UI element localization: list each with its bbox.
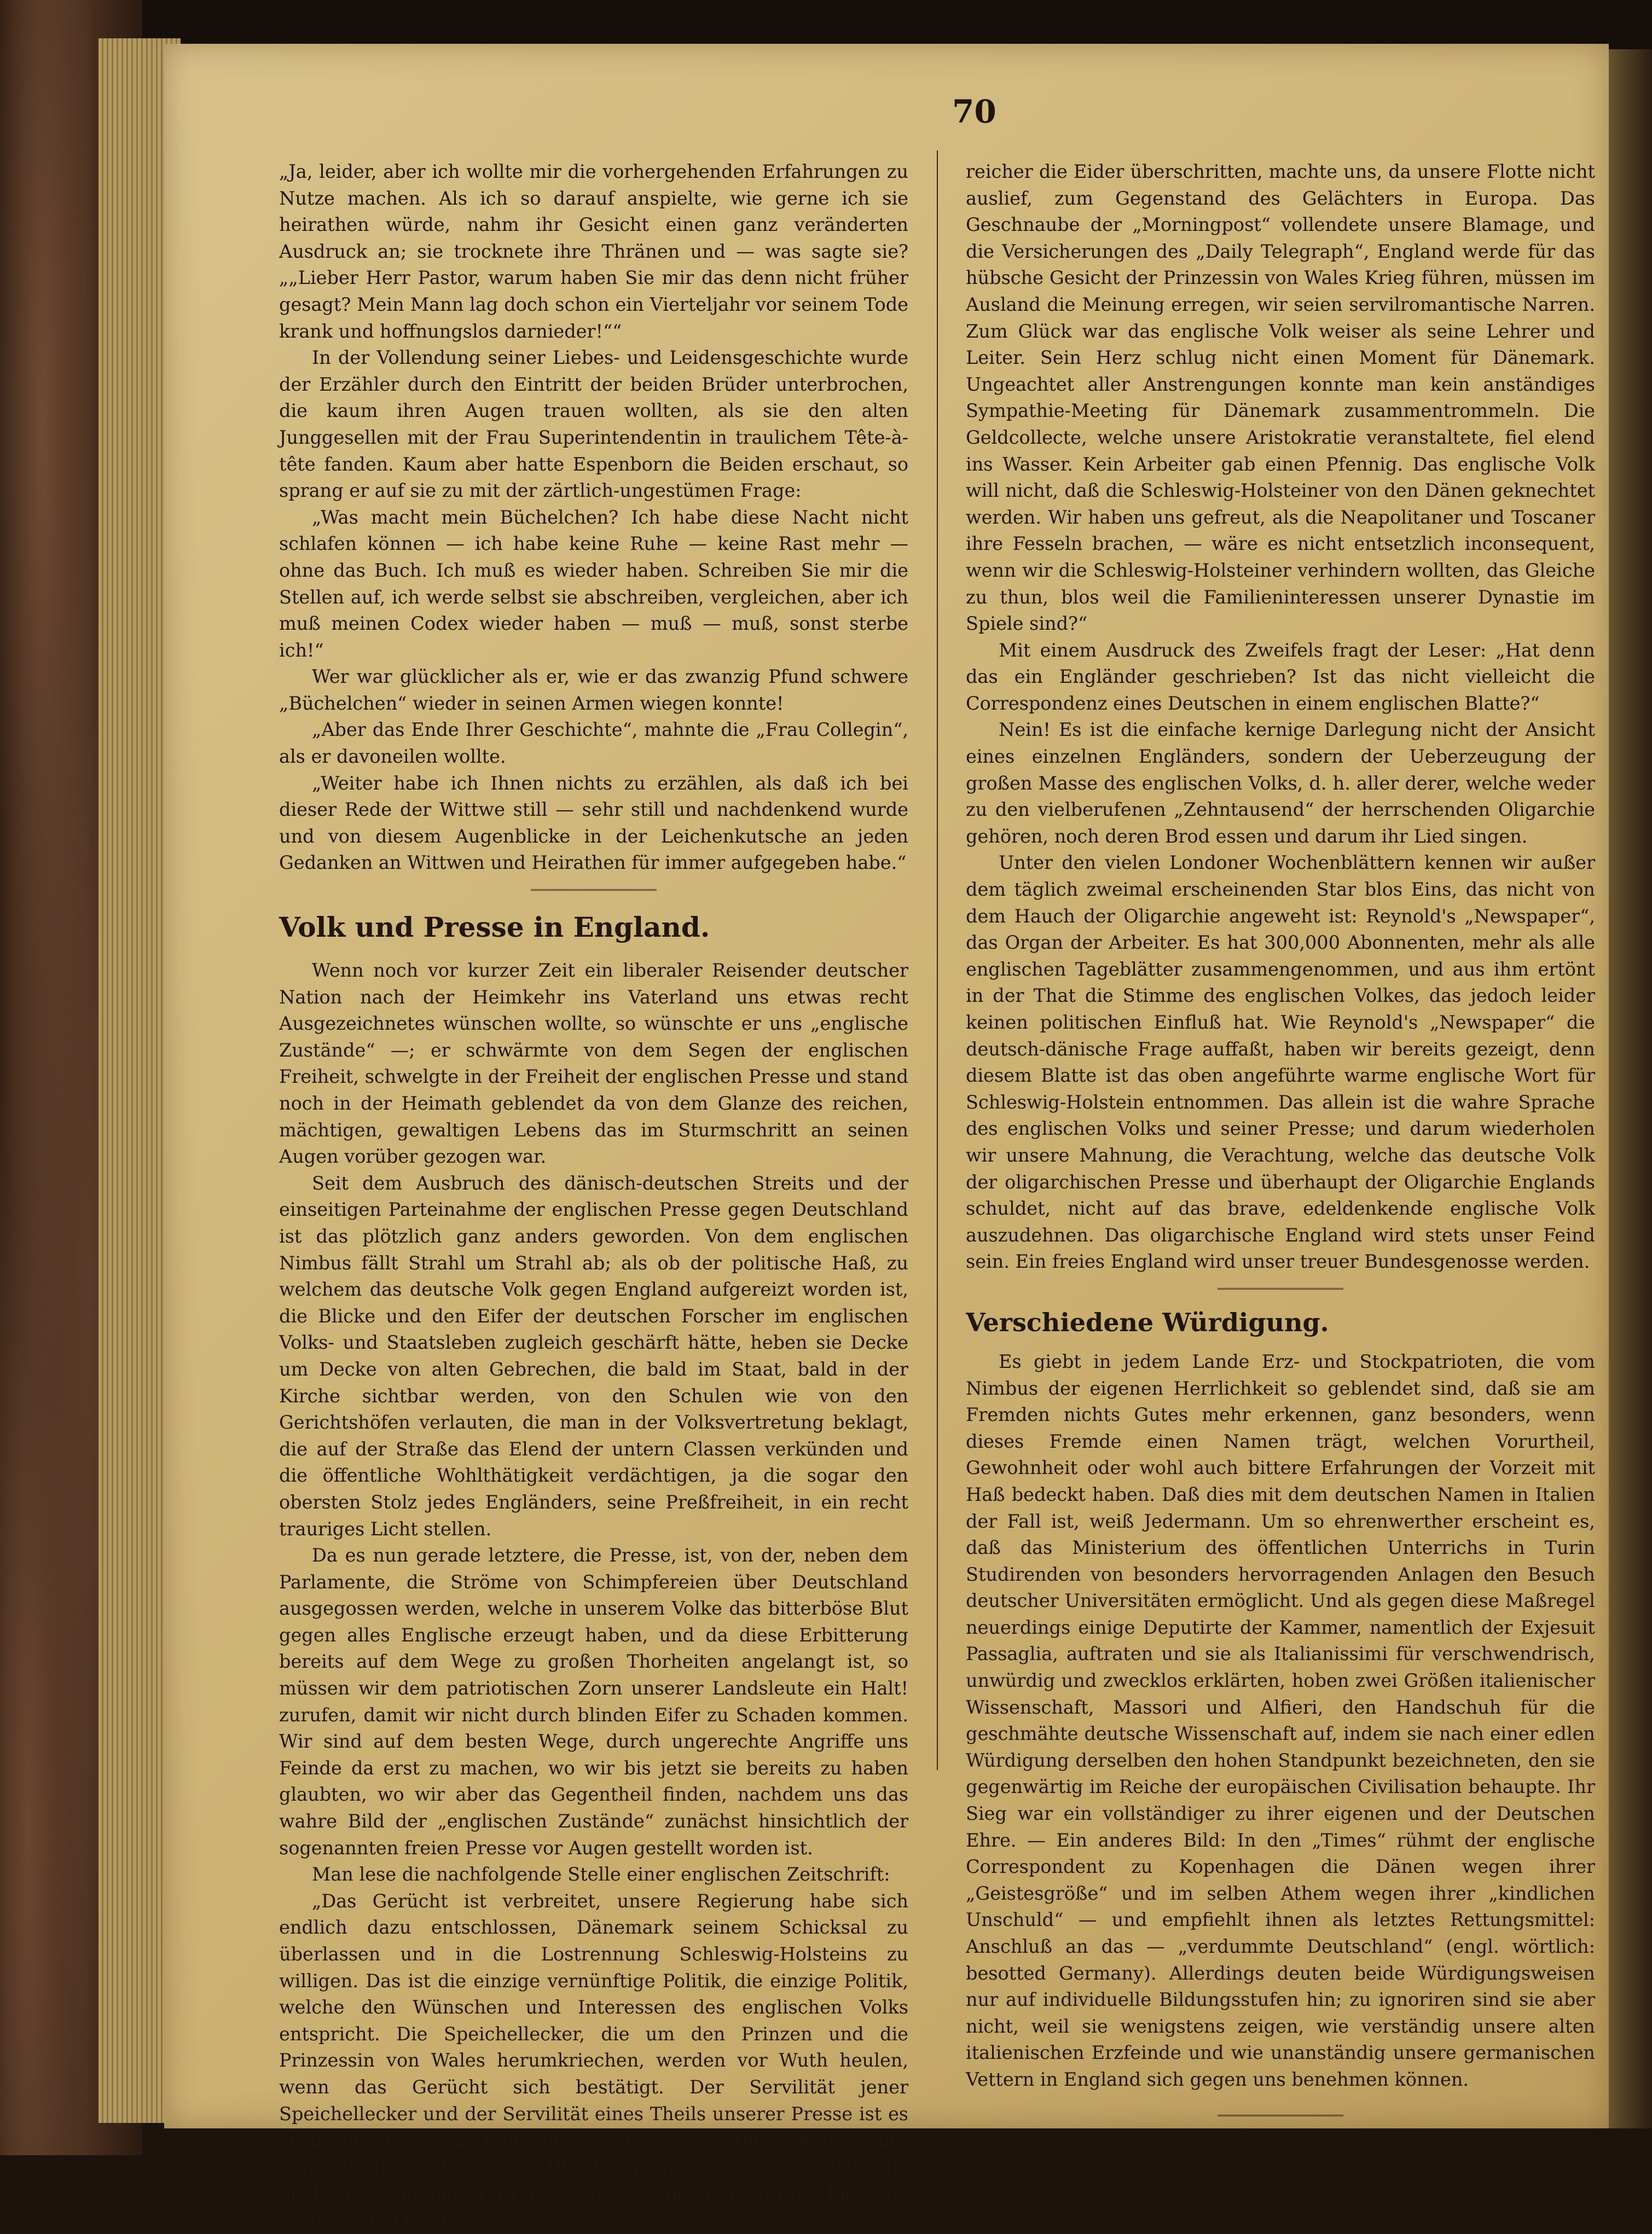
paragraph: Wenn noch vor kurzer Zeit ein liberaler Reisender deutscher Nation nach der Heimkehr ins Vaterland uns etwas recht Ausgezeichnetes wünschen wollte, so wünschte er uns „englische Zustände“ —; er schwärmte von dem Segen der englischen Freiheit, schwelgte in der Freiheit der englischen Presse und stand noch in der Heimath geblendet da von dem Glanze des reichen, mächtigen, gewaltigen Lebens das im Sturmschritt an seinen Augen vorüber gezogen war. — [279, 960, 908, 1168]
ornament-divider — [279, 884, 908, 895]
ornament-divider — [966, 2110, 1595, 2121]
article-heading: Verschiedene Würdigung. — [966, 1307, 1329, 1337]
right-column — [966, 159, 1595, 2128]
paragraph: In der Vollendung seiner Liebes- und Leidensgeschichte wurde der Erzähler durch den Eintritt der beiden Brüder unterbrochen, die kaum ihren Augen trauen wollten, als sie den alten Junggesellen mit der Frau Superintendentin in traulichem Tête-à-tête fanden. Kaum aber hatte Espenborn die Beiden erschaut, so sprang er auf sie zu mit der zärtlich-ungestümen Frage: — [279, 347, 908, 502]
article-heading: Volk und Presse in England. — [279, 911, 710, 944]
paragraph: „Das Gerücht ist verbreitet, unsere Regierung habe sich endlich dazu entschlossen, Dänemark seinem Schicksal zu überlassen und in die Lostrennung Schleswig-Holsteins zu willigen. Das ist die einzige vernünftige Politik, die einzige Politik, welche den Wünschen und Interessen des englischen Volks entspricht. Die Speichellecker, die um den Prinzen und die Prinzessin von Wales herumkriechen, werden vor Wuth heulen, wenn das Gerücht sich bestätigt. Der Servilität jener Speichellecker und der Servilität eines Theils unserer Presse ist es zuzuschreiben, daß England sich in dieser Angelegenheit mit Schande bedeckt hat. — Die Drohung der „Times“, daß die englische Canalflotte in die Ostsee einlaufen würde, falls die Preußen und Oester- — [279, 1890, 908, 2231]
right-shadow — [1603, 49, 1652, 2128]
paragraph: Seit dem Ausbruch des dänisch-deutschen Streits und der einseitigen Parteinahme der englischen Presse gegen Deutschland ist das plötzlich ganz anders geworden. Von dem englischen Nimbus fällt Strahl um Strahl ab; als ob der politische Haß, zu welchem das deutsche Volk gegen England aufgereizt worden ist, die Blicke und den Eifer der deutschen Forscher im englischen Volks- und Staatsleben zugleich geschärft hätte, heben sie Decke um Decke von alten Gebrechen, die bald im Staat, bald in der Kirche sichtbar werden, von den Schulen wie von den Gerichtshöfen verlauten, die man in der Volksvertretung beklagt, die auf der Straße das Elend der untern Classen verkünden und die öffentliche Wohlthätigkeit verdächtigen, ja die sogar den obersten Stolz jedes Engländers, seine Preßfreiheit, in ein recht trauriges Licht stellen. — [279, 1172, 908, 1540]
paragraph: „Ja, leider, aber ich wollte mir die vorhergehenden Erfahrungen zu Nutze machen. Als ich so darauf anspielte, wie gerne ich sie heirathen würde, nahm ihr Gesicht einen ganz veränderten Ausdruck an; sie trocknete ihre Thränen und — was sagte sie? „„Lieber Herr Pastor, warum haben Sie mir das denn nicht früher gesagt? Mein Mann lag doch schon ein Vierteljahr vor seinem Tode krank und hoffnungslos darnieder!““ — [279, 161, 908, 342]
paragraph: Nein! Es ist die einfache kernige Darlegung nicht der Ansicht eines einzelnen Engländers, sondern der Ueberzeugung der großen Masse des englischen Volks, d. h. aller derer, welche weder zu den vielberufenen „Zehntausend“ der herrschenden Oligarchie gehören, noch deren Brod essen und darum ihr Lied singen. — [966, 719, 1595, 847]
paragraph: Es giebt in jedem Lande Erz- und Stockpatrioten, die vom Nimbus der eigenen Herrlichkeit so geblendet sind, daß sie am Fremden nichts Gutes mehr erkennen, ganz besonders, wenn dieses Fremde einen Namen trägt, welchen Vorurtheil, Gewohnheit oder wohl auch bittere Erfahrungen der Vorzeit mit Haß bedeckt haben. Daß dies mit dem deutschen Namen in Italien der Fall ist, weiß Jedermann. Um so ehrenwerther erscheint es, daß das Ministerium des öffentlichen Unterrichs in Turin Studirenden von besonders hervorragenden Anlagen den Besuch deutscher Universitäten ermöglicht. Und als gegen diese Maßregel neuerdings einige Deputirte der Kammer, namentlich der Exjesuit Passaglia, auftraten und sie als Italianissimi für verschwendrisch, unwürdig und zwecklos erklärten, hoben zwei Größen italienischer Wissenschaft, Massori und Alfieri, den Handschuh für die geschmähte deutsche Wissenschaft auf, indem sie nach einer edlen Würdigung derselben den hohen Standpunkt bezeichneten, den sie gegenwärtig im Reiche der europäischen Civilisation behaupte. Ihr Sieg war ein vollständiger zu ihrer eigenen und der Deutschen Ehre. — Ein anderes Bild: In den „Times“ rühmt der englische Correspondent zu Kopenhagen die Dänen wegen ihrer „Geistesgröße“ und im selben Athem wegen ihrer „kindlichen Unschuld“ — und empfiehlt ihnen als letztes Rettungsmittel: Anschluß an das — „verdummte Deutschland“ (engl. wörtlich: besotted Germany). Allerdings deuten beide Würdigungsweisen nur auf individuelle Bildungsstufen hin; zu ignoriren sind sie aber nicht, weil sie wenigstens zeigen, wie verständig unsere alten italienischen Erzfeinde und wie unanständig unsere germanischen Vettern in England sich gegen uns benehmen können. — [966, 1350, 1595, 2090]
paragraph: „Weiter habe ich Ihnen nichts zu erzählen, als daß ich bei dieser Rede der Wittwe still — sehr still und nachdenkend wurde und von diesem Augenblicke in der Leichenkutsche an jeden Gedanken an Wittwen und Heirathen für immer aufgegeben habe.“ — [279, 772, 908, 874]
paragraph: Mit einem Ausdruck des Zweifels fragt der Leser: „Hat denn das ein Engländer geschrieben? Ist das nicht vielleicht die Correspondenz eines Deutschen in einem englischen Blatte?“ — [966, 639, 1595, 714]
left-column — [279, 159, 908, 2234]
paragraph: Man lese die nachfolgende Stelle einer englischen Zeitschrift: — [312, 1864, 890, 1885]
ornament-divider — [966, 1283, 1595, 1294]
paragraph: „Was macht mein Büchelchen? Ich habe diese Nacht nicht schlafen können — ich habe keine Ruhe — keine Rast mehr — ohne das Buch. Ich muß es wieder haben. Schreiben Sie mir die Stellen auf, ich werde selbst sie abschreiben, vergleichen, aber ich muß meinen Codex wieder haben — muß — muß, sonst sterbe ich!“ — [279, 506, 908, 661]
paragraph: Wer war glücklicher als er, wie er das zwanzig Pfund schwere „Büchelchen“ wieder in seinen Armen wiegen konnte! — [279, 666, 908, 714]
paragraph: Unter den vielen Londoner Wochenblättern kennen wir außer dem täglich zweimal erscheinenden Star blos Eins, das nicht von dem Hauch der Oligarchie angeweht ist: Reynold's „Newspaper“, das Organ der Arbeiter. Es hat 300,000 Abonnenten, mehr als alle englischen Tageblätter zusammengenommen, und aus ihm ertönt in der That die Stimme des englischen Volkes, das jedoch leider keinen politischen Einfluß hat. Wie Reynold's „Newspaper“ die deutsch-dänische Frage auffaßt, haben wir bereits gezeigt, denn diesem Blatte ist das oben angeführte warme englische Wort für Schleswig-Holstein entnommen. Das allein ist die wahre Sprache des englischen Volks und seiner Presse; und darum wiederholen wir unsere Mahnung, die Verachtung, welche das deutsche Volk der oligarchischen Presse und überhaupt der Oligarchie Englands schuldet, nicht auf das brave, edeldenkende englische Volk auszudehnen. Das oligarchische England wird stets unser Feind sein. Ein freies England wird unser treuer Bundesgenosse werden. — [966, 852, 1595, 1273]
page-number: 70 — [952, 93, 996, 130]
paragraph: Da es nun gerade letztere, die Presse, ist, von der, neben dem Parlamente, die Ströme von Schimpfereien über Deutschland ausgegossen werden, welche in unserem Volke das bitterböse Blut gegen alles Englische erzeugt haben, und da diese Erbitterung bereits auf dem Wege zu großen Thorheiten angelangt ist, so müssen wir dem patriotischen Zorn unserer Landsleute ein Halt! zurufen, damit wir nicht durch blinden Eifer zu Schaden kommen. Wir sind auf dem besten Wege, durch ungerechte Angriffe uns Feinde da erst zu machen, wo wir bis jetzt sie bereits zu haben glaubten, wo wir aber das Gegentheil finden, nachdem uns das wahre Bild der „englischen Zustände“ zunächst hinsichtlich der sogenannten freien Presse vor Augen gestellt worden ist. — [279, 1545, 908, 1859]
dark-background — [0, 0, 1652, 49]
column-divider — [937, 150, 938, 1770]
paragraph: „Aber das Ende Ihrer Geschichte“, mahnte die „Frau Collegin“, als er davoneilen wollte. — [279, 719, 908, 768]
paragraph: reicher die Eider überschritten, machte uns, da unsere Flotte nicht auslief, zum Gegenstand des Gelächters in Europa. Das Geschnaube der „Morningpost“ vollendete unsere Blamage, und die Versicherungen des „Daily Telegraph“, England werde für das hübsche Gesicht der Prinzessin von Wales Krieg führen, müssen im Ausland die Meinung erregen, wir seien servilromantische Narren. Zum Glück war das englische Volk weiser als seine Lehrer und Leiter. Sein Herz schlug nicht einen Moment für Dänemark. Ungeachtet aller Anstrengungen konnte man kein anständiges Sympathie-Meeting für Dänemark zusammentrommeln. Die Geldcollecte, welche unsere Aristokratie veranstaltete, fiel elend ins Wasser. Kein Arbeiter gab einen Pfennig. Das englische Volk will nicht, daß die Schleswig-Holsteiner von den Dänen geknechtet werden. Wir haben uns gefreut, als die Neapolitaner und Toscaner ihre Fesseln brachen, — wäre es nicht entsetzlich inconsequent, wenn wir die Schleswig-Holsteiner verhindern wollten, das Gleiche zu thun, blos weil die Familieninteressen unserer Dynastie im Spiele sind?“ — [966, 161, 1595, 635]
